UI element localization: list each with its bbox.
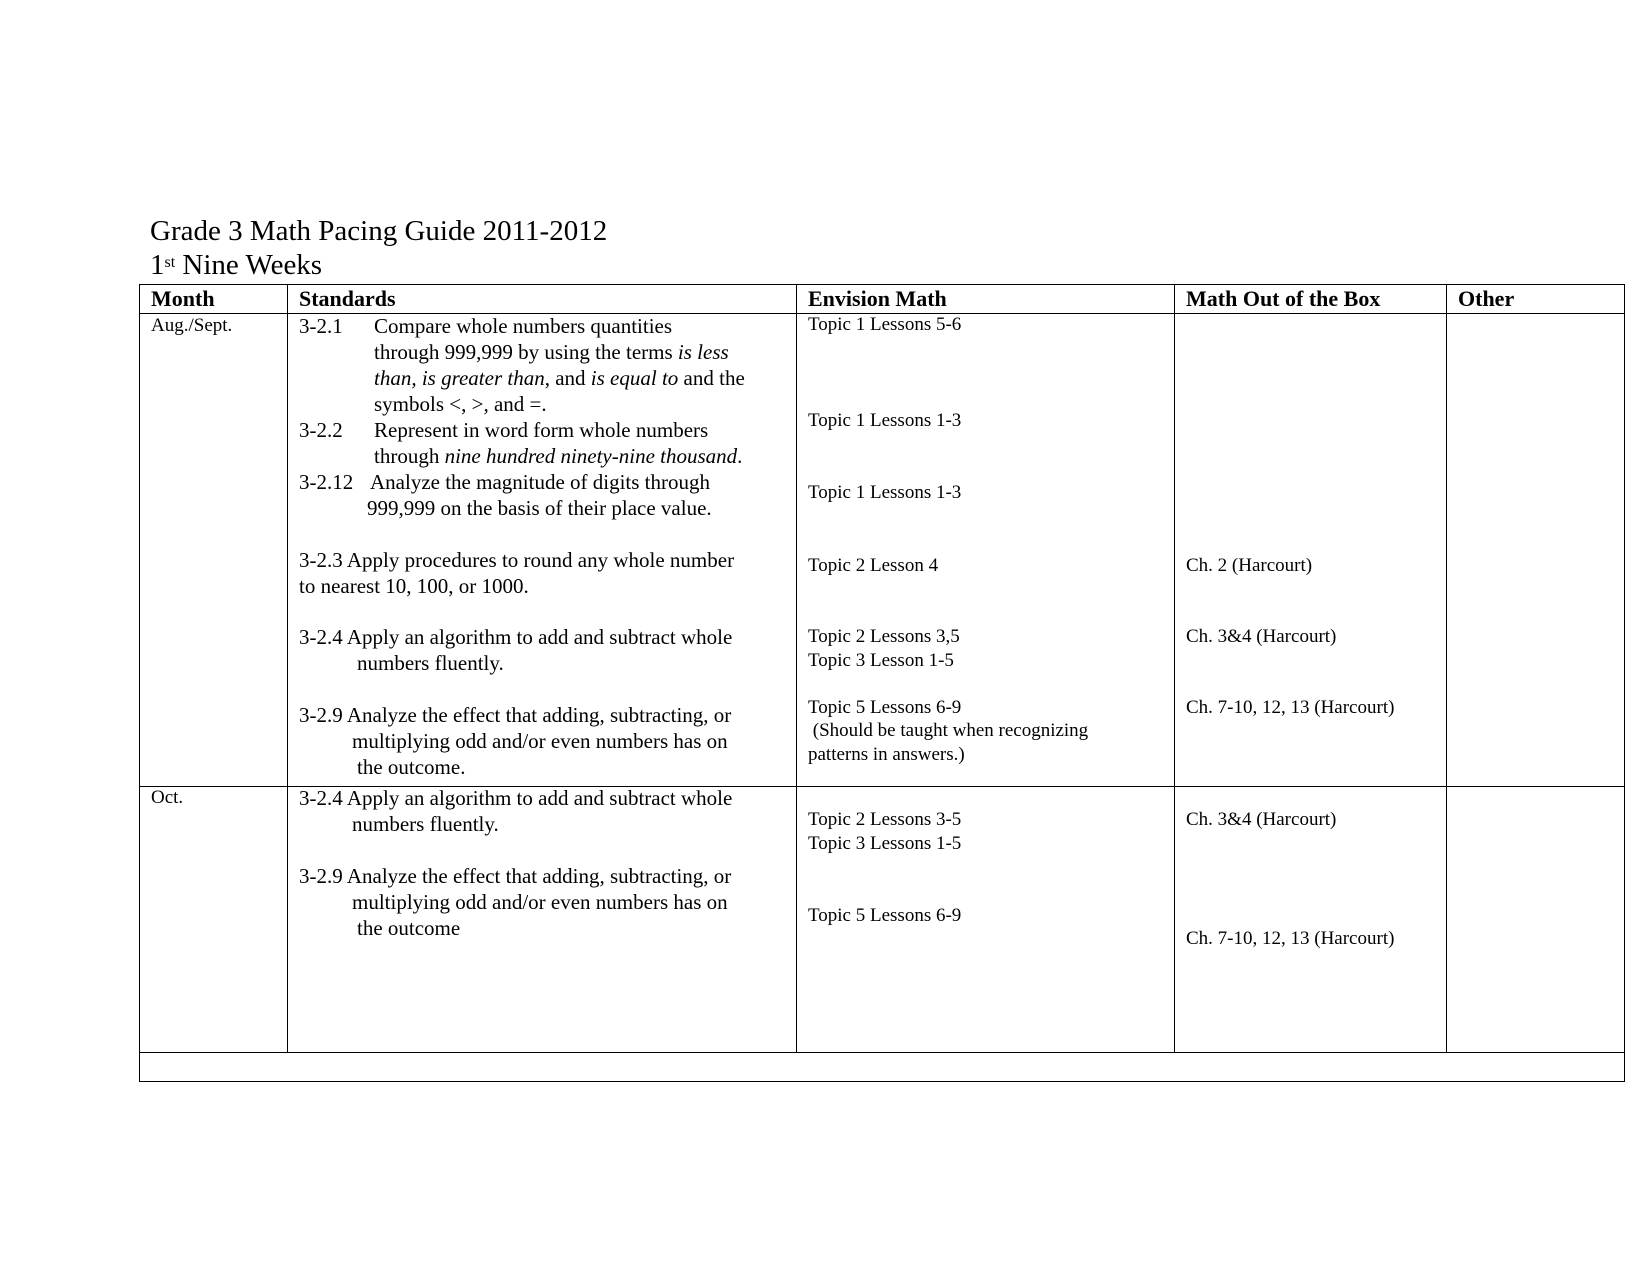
header-math-out-of-the-box: Math Out of the Box [1186, 286, 1381, 311]
standard-3-2-12 [299, 469, 712, 521]
standard-3-2-9 [299, 702, 731, 780]
standard-text: through [374, 444, 445, 468]
subtitle-superscript: st [164, 254, 176, 271]
standard-text: . [737, 444, 743, 468]
standard-text: Compare whole numbers quantities [374, 314, 673, 338]
table-border-top [139, 284, 1625, 285]
standard-3-2-4 [299, 624, 732, 676]
standard-code: 3-2.1 [299, 314, 343, 338]
envision-item: Topic 2 Lessons 3,5 [808, 626, 960, 647]
standard-text: multiplying odd and/or even numbers has on [352, 729, 728, 753]
header-other: Other [1458, 286, 1515, 311]
standard-3-2-1 [299, 313, 745, 417]
header-month: Month [151, 286, 215, 311]
envision-note: patterns in answers.) [808, 744, 965, 765]
standard-text: numbers fluently. [352, 812, 499, 836]
standard-text: the outcome. [357, 755, 466, 779]
page-subtitle [150, 249, 322, 281]
standard-text: numbers fluently. [357, 651, 504, 675]
box-item: Ch. 7-10, 12, 13 (Harcourt) [1186, 928, 1395, 949]
table-border-left [139, 284, 140, 1082]
month-label: Aug./Sept. [151, 315, 233, 336]
standard-3-2-2 [299, 417, 742, 469]
standard-text: the outcome [357, 916, 461, 940]
envision-item: Topic 5 Lessons 6-9 [808, 905, 962, 926]
envision-item: Topic 2 Lessons 3-5 [808, 809, 962, 830]
standard-text: , and [544, 366, 591, 390]
standard-text: 999,999 on the basis of their place value. [367, 496, 712, 520]
envision-item: Topic 1 Lessons 5-6 [808, 314, 962, 335]
subtitle-text: Nine Weeks [175, 249, 323, 281]
standard-term: is equal to [590, 366, 679, 390]
standard-text: symbols <, >, and =. [374, 392, 547, 416]
standard-term: than, is greater than [374, 366, 545, 390]
standard-text: Represent in word form whole numbers [374, 418, 709, 442]
standard-term: is less [677, 340, 729, 364]
envision-note: (Should be taught when recognizing [808, 720, 1089, 741]
standard-text: multiplying odd and/or even numbers has on [352, 890, 728, 914]
standard-text: and the [678, 366, 745, 390]
box-item: Ch. 7-10, 12, 13 (Harcourt) [1186, 697, 1395, 718]
standard-text: through 999,999 by using the terms [374, 340, 678, 364]
envision-item: Topic 3 Lessons 1-5 [808, 833, 962, 854]
month-label: Oct. [151, 787, 184, 808]
column-divider [287, 284, 288, 1052]
subtitle-number: 1 [150, 249, 165, 281]
standard-text: 3-2.9 Analyze the effect that adding, subtracting, or [299, 703, 732, 727]
envision-item: Topic 3 Lesson 1-5 [808, 650, 954, 671]
standard-3-2-9 [299, 863, 731, 941]
box-item: Ch. 2 (Harcourt) [1186, 555, 1313, 576]
box-item: Ch. 3&4 (Harcourt) [1186, 809, 1337, 830]
table-border-bottom [139, 1081, 1625, 1082]
page-title: Grade 3 Math Pacing Guide 2011-2012 [150, 215, 608, 247]
standard-term: nine hundred ninety-nine thousand [444, 444, 738, 468]
envision-item: Topic 1 Lessons 1-3 [808, 482, 962, 503]
standard-code: 3-2.12 [299, 470, 354, 494]
standard-text: to nearest 10, 100, or 1000. [299, 574, 529, 598]
column-divider [1174, 284, 1175, 1052]
standard-text: 3-2.4 Apply an algorithm to add and subtract whole [299, 786, 733, 810]
standard-3-2-3 [299, 547, 734, 599]
envision-item: Topic 1 Lessons 1-3 [808, 410, 962, 431]
box-item: Ch. 3&4 (Harcourt) [1186, 626, 1337, 647]
standard-text: 3-2.4 Apply an algorithm to add and subtract whole [299, 625, 733, 649]
pacing-table [139, 284, 1625, 1082]
standard-text: 3-2.3 Apply procedures to round any whole number [299, 548, 735, 572]
table-border-right [1624, 284, 1625, 1082]
row-divider [139, 1052, 1625, 1053]
header-envision-math: Envision Math [808, 286, 947, 311]
column-divider [796, 284, 797, 1052]
standard-text: Analyze the magnitude of digits through [370, 470, 711, 494]
standard-text: 3-2.9 Analyze the effect that adding, subtracting, or [299, 864, 732, 888]
standard-3-2-4 [299, 785, 732, 837]
header-standards: Standards [299, 286, 396, 311]
envision-item: Topic 5 Lessons 6-9 [808, 697, 962, 718]
standard-code: 3-2.2 [299, 418, 343, 442]
column-divider [1446, 284, 1447, 1052]
envision-item: Topic 2 Lesson 4 [808, 555, 939, 576]
